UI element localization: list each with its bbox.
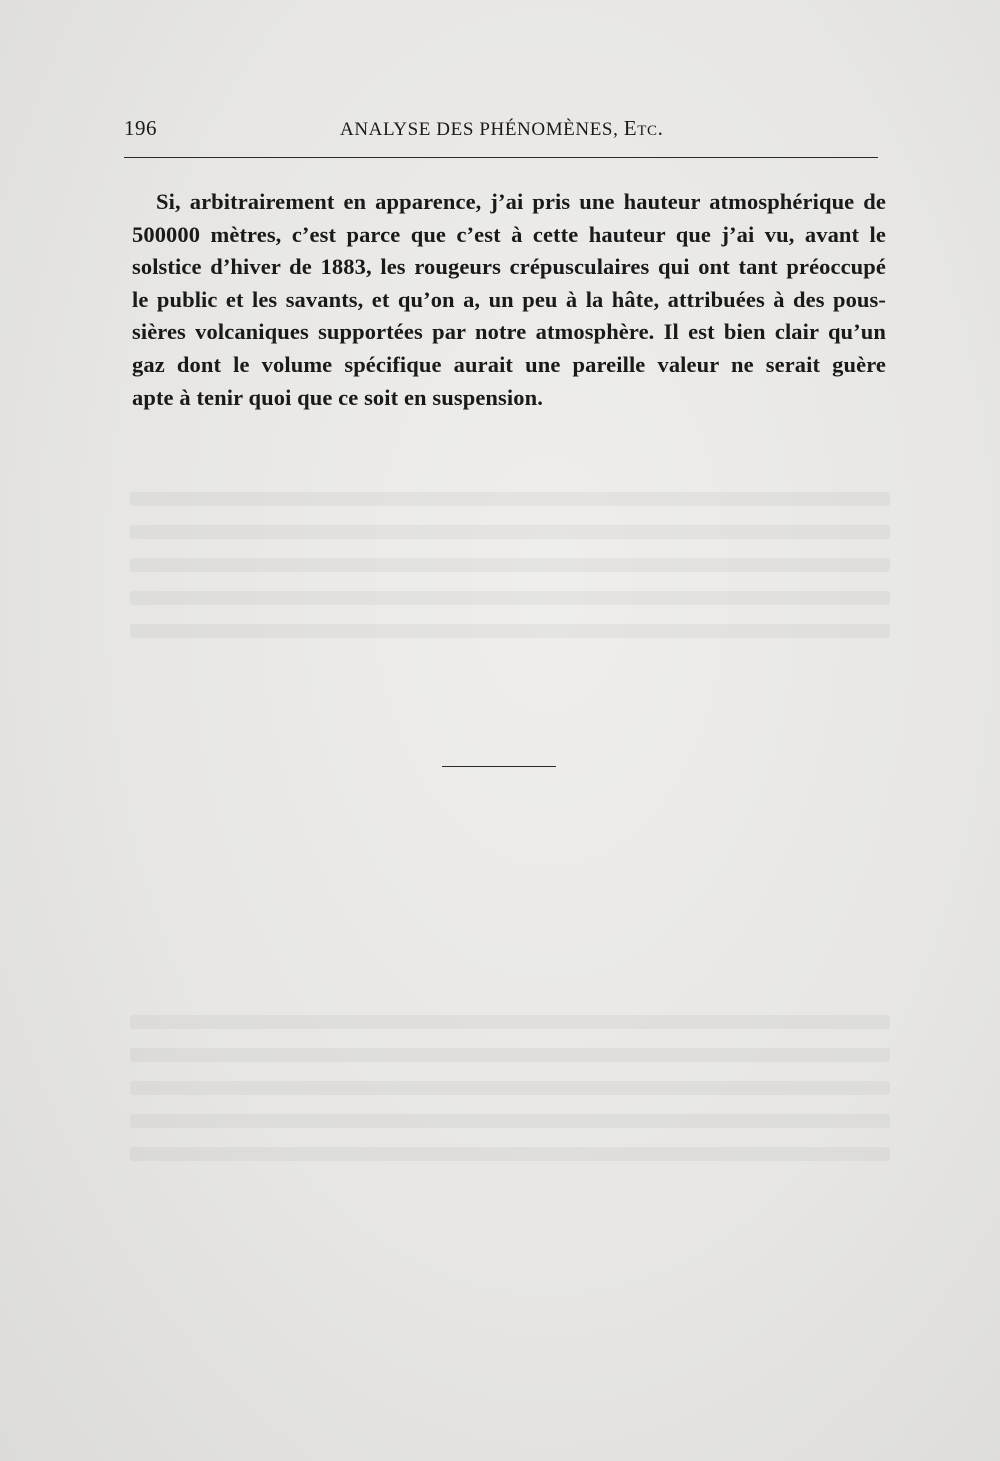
show-through-line <box>130 492 890 506</box>
section-end-rule <box>442 766 556 767</box>
paragraph-line: sières volcaniques supportées par notre atmosphère. Il est bien clair qu’un <box>132 319 886 345</box>
body-paragraph <box>132 186 886 414</box>
running-head <box>340 116 663 141</box>
show-through-line <box>130 525 890 539</box>
show-through-line <box>130 591 890 605</box>
paragraph-line: 500000 mètres, c’est parce que c’est à cette hauteur que j’ai vu, avant le <box>132 221 886 247</box>
paragraph-line: gaz dont le volume spécifique aurait une pareille valeur ne serait guère <box>132 351 886 377</box>
paragraph-line: le public et les savants, et qu’on a, un peu à la hâte, attribuées à des pous- <box>132 286 886 312</box>
paragraph-line: solstice d’hiver de 1883, les rougeurs crépusculaires qui ont tant préoccupé <box>132 254 886 280</box>
show-through-line <box>130 1114 890 1128</box>
show-through-line <box>130 1081 890 1095</box>
show-through-line <box>130 1147 890 1161</box>
running-head-suffix: Etc. <box>623 116 664 140</box>
show-through-line <box>130 1015 890 1029</box>
paragraph-line: apte à tenir quoi que ce soit en suspension. <box>132 384 543 410</box>
page-number: 196 <box>124 116 157 140</box>
running-head-title: ANALYSE DES PHÉNOMÈNES, <box>340 119 624 140</box>
header-rule <box>124 157 878 158</box>
show-through-line <box>130 1048 890 1062</box>
paragraph-line: Si, arbitrairement en apparence, j’ai pris une hauteur atmosphérique de <box>156 189 886 214</box>
show-through-line <box>130 624 890 638</box>
show-through-line <box>130 558 890 572</box>
